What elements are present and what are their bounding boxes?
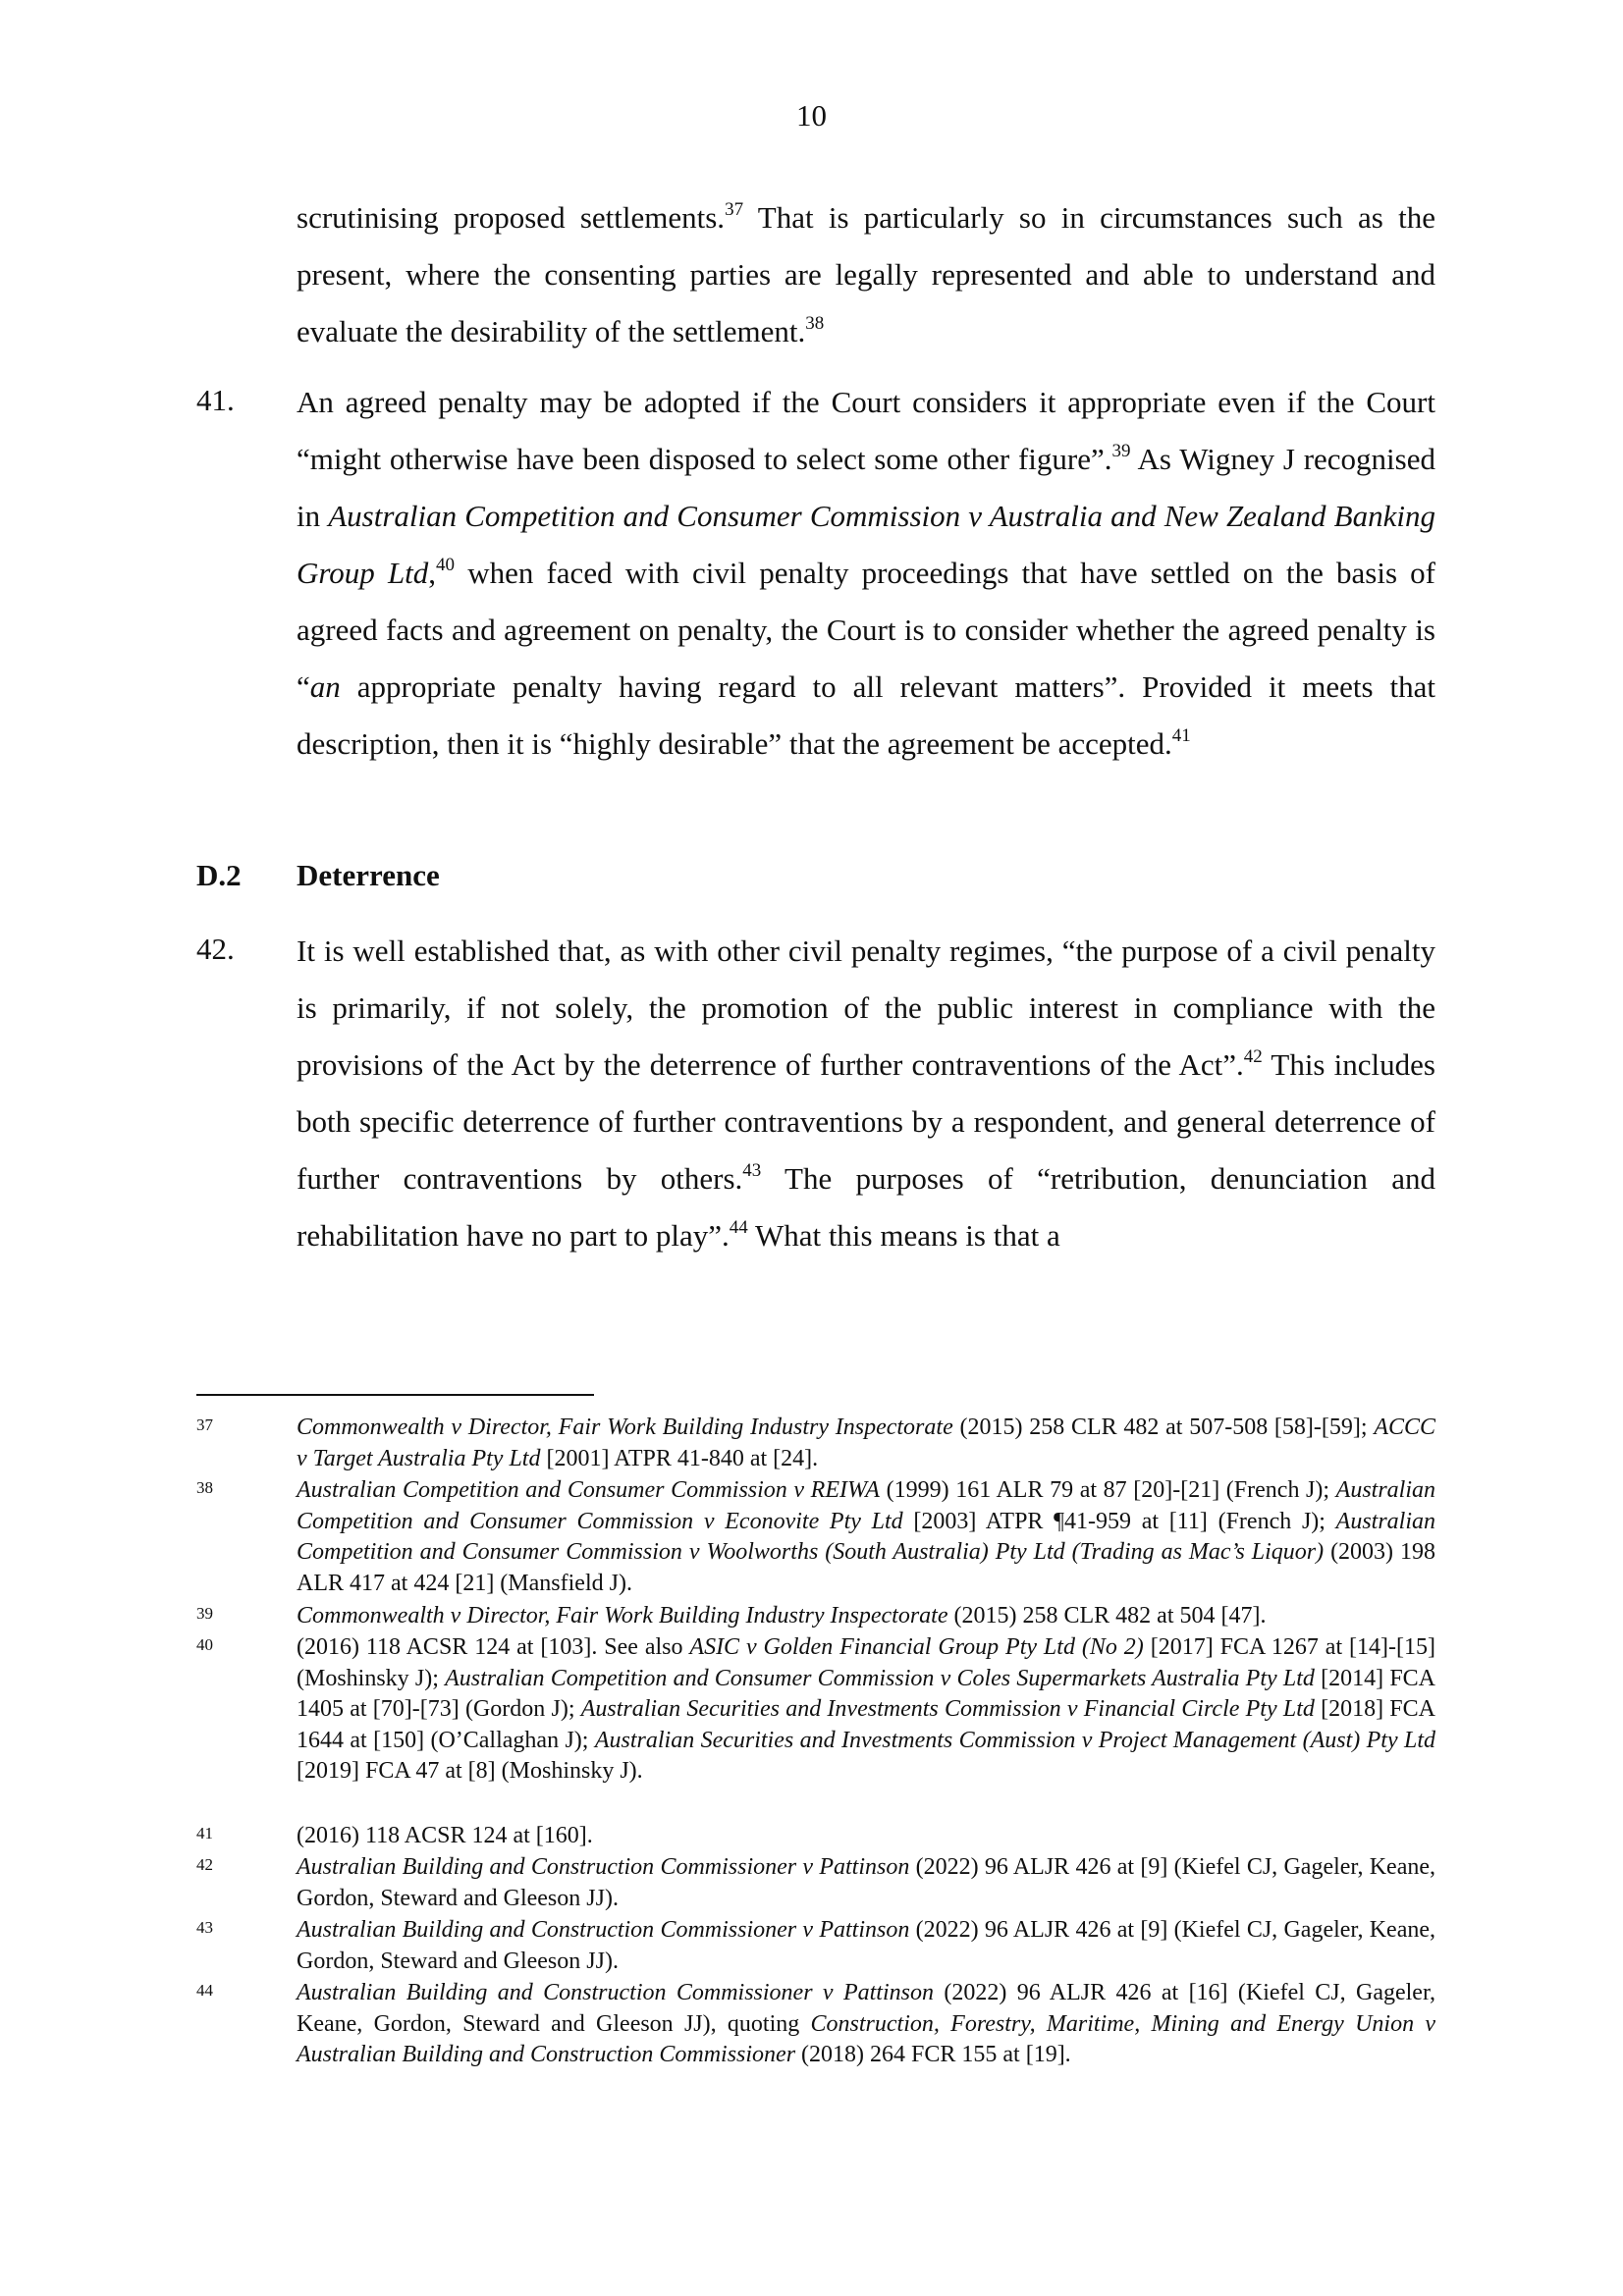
footnote-ref-43[interactable]: 43	[742, 1159, 762, 1181]
footnote-43: 43 Australian Building and Construction Commissioner v Pattinson (2022) 96 ALJR 426 at [9] (Kiefel CJ, Gageler, Keane, Gordon, Steward and Gleeson JJ).	[196, 1915, 1435, 1977]
footnote-41: 41 (2016) 118 ACSR 124 at [160].	[196, 1821, 1435, 1852]
paragraph-number-42: 42.	[196, 932, 235, 966]
footnote-ref-40[interactable]: 40	[436, 554, 456, 575]
paragraph-42: It is well established that, as with other civil penalty regimes, “the purpose of a civil penalty is primarily, if not solely, the promotion of the public interest in compliance with the provisions of the Act by the deterrence of further contraventions of the Act”.$^{42}$ This includes both specific deterrence of further contraventions by a respondent, and general deterrence of further contraventions by others.$^{43}$ The purposes of “retribution, denunciation and rehabilitation have no part to play”.$^{44}$ What this means is that a	[297, 934, 1435, 1253]
paragraph-number-41: 41.	[196, 383, 235, 417]
footnote-ref-42[interactable]: 42	[1243, 1045, 1263, 1067]
case-name: Australian Competition and Consumer Commission v Australia and New Zealand Banking Group Ltd	[297, 499, 1435, 590]
footnote-number: 37	[196, 1415, 213, 1434]
footnote-number: 39	[196, 1604, 213, 1623]
footnote-ref-38[interactable]: 38	[805, 312, 825, 334]
heading-number: D.2	[196, 858, 242, 892]
footnote-39: 39 Commonwealth v Director, Fair Work Building Industry Inspectorate (2015) 258 CLR 482 at 504 [47].	[196, 1601, 1435, 1632]
heading-title: Deterrence	[297, 858, 440, 892]
footnote-ref-44[interactable]: 44	[729, 1216, 748, 1238]
footnote-ref-41[interactable]: 41	[1171, 724, 1191, 746]
footnote-ref-37[interactable]: 37	[725, 198, 744, 220]
footnote-37: 37 Commonwealth v Director, Fair Work Building Industry Inspectorate (2015) 258 CLR 482 at 507-508 [58]-[59]; ACCC v Target Australia Pty Ltd [2001] ATPR 41-840 at [24].	[196, 1413, 1435, 1474]
footnote-number: 41	[196, 1824, 213, 1842]
footnote-ref-39[interactable]: 39	[1111, 440, 1131, 461]
footnote-38: 38 Australian Competition and Consumer Commission v REIWA (1999) 161 ALR 79 at 87 [20]-[21] (French J); Australian Competition and Consumer Commission v Econovite Pty Ltd [2003] ATPR ¶41-959 at [11] (French J); Australian Competition and Consumer Commission v Woolworths (South Australia) Pty Ltd (Trading as Mac’s Liquor) (2003) 198 ALR 417 at 424 [21] (Mansfield J).	[196, 1475, 1435, 1599]
footnote-separator	[196, 1394, 594, 1396]
footnote-44: 44 Australian Building and Construction Commissioner v Pattinson (2022) 96 ALJR 426 at [16] (Kiefel CJ, Gageler, Keane, Gordon, Steward and Gleeson JJ), quoting Construction, Forestry, Maritime, Mining and Energy Union v Australian Building and Construction Commissioner (2018) 264 FCR 155 at [19].	[196, 1978, 1435, 2071]
footnote-42: 42 Australian Building and Construction Commissioner v Pattinson (2022) 96 ALJR 426 at [9] (Kiefel CJ, Gageler, Keane, Gordon, Steward and Gleeson JJ).	[196, 1852, 1435, 1914]
footnote-number: 42	[196, 1855, 213, 1874]
footnote-number: 43	[196, 1918, 213, 1937]
paragraph-41: An agreed penalty may be adopted if the Court considers it appropriate even if the Court “might otherwise have been disposed to select some other figure”.$^{39}$ As Wigney J recognised in Australian Competition and Consumer Commission v Australia and New Zealand Banking Group Ltd,$^{40}$ when faced with civil penalty proceedings that have settled on the basis of agreed facts and agreement on penalty, the Court is to consider whether the agreed penalty is “an appropriate penalty having regard to all relevant matters”. Provided it meets that description, then it is “highly desirable” that the agreement be accepted.$^{41}$	[297, 385, 1435, 761]
page-number: 10	[796, 98, 827, 133]
footnote-number: 40	[196, 1635, 213, 1654]
footnote-40: 40 (2016) 118 ACSR 124 at [103]. See also ASIC v Golden Financial Group Pty Ltd (No 2) [2017] FCA 1267 at [14]-[15] (Moshinsky J); Australian Competition and Consumer Commission v Coles Supermarkets Australia Pty Ltd [2014] FCA 1405 at [70]-[73] (Gordon J); Australian Securities and Investments Commission v Financial Circle Pty Ltd [2018] FCA 1644 at [150] (O’Callaghan J); Australian Securities and Investments Commission v Project Management (Aust) Pty Ltd [2019] FCA 47 at [8] (Moshinsky J).	[196, 1632, 1435, 1788]
footnote-number: 44	[196, 1981, 213, 2000]
footnote-number: 38	[196, 1478, 213, 1497]
paragraph-continuation: scrutinising proposed settlements.$^{37}$ That is particularly so in circumstances such as the present, where the consenting parties are legally represented and able to understand and evaluate the desirability of the settlement.$^{38}$	[297, 198, 1435, 348]
emphasis-an: an	[309, 669, 341, 704]
